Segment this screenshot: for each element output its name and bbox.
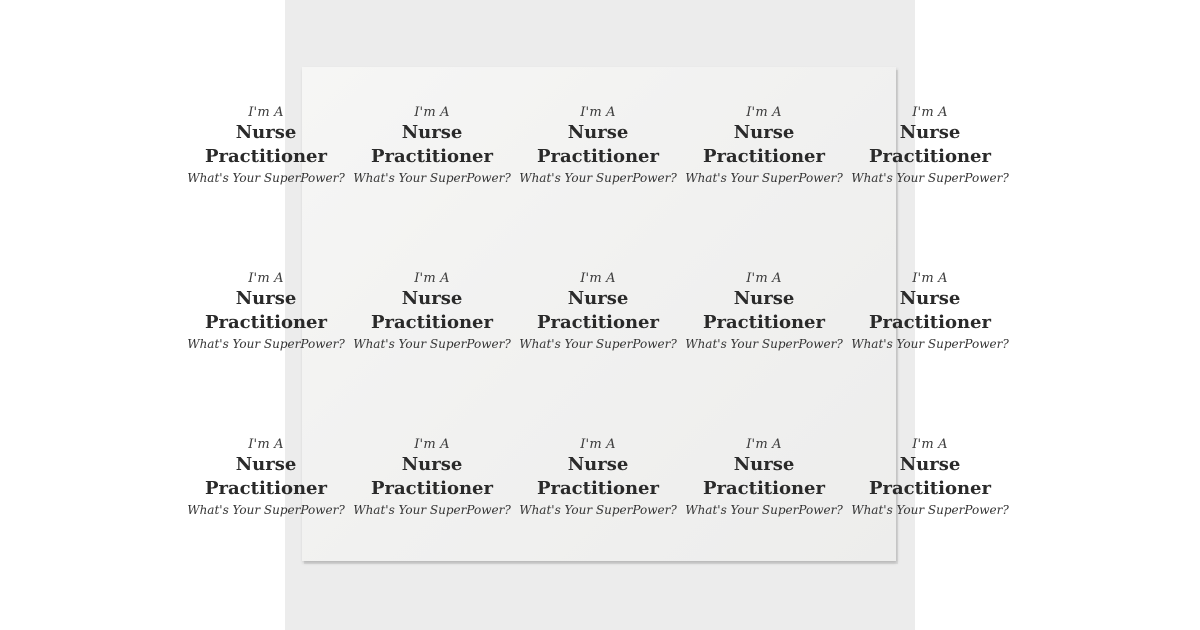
pattern-motif xyxy=(845,271,1015,354)
motif-line-practitioner: Practitioner xyxy=(371,312,493,333)
motif-line-nurse: Nurse xyxy=(567,288,629,309)
motif-line-practitioner: Practitioner xyxy=(205,478,327,499)
motif-line-im-a: I'm A xyxy=(912,105,948,120)
motif-line-superpower: What's Your SuperPower? xyxy=(187,503,345,517)
motif-line-superpower: What's Your SuperPower? xyxy=(685,503,843,517)
motif-line-superpower: What's Your SuperPower? xyxy=(685,171,843,185)
motif-line-nurse: Nurse xyxy=(733,122,795,143)
motif-line-nurse: Nurse xyxy=(401,454,463,475)
pattern-motif xyxy=(513,105,683,188)
motif-line-superpower: What's Your SuperPower? xyxy=(851,503,1009,517)
motif-line-superpower: What's Your SuperPower? xyxy=(519,171,677,185)
motif-line-superpower: What's Your SuperPower? xyxy=(519,337,677,351)
motif-line-practitioner: Practitioner xyxy=(703,146,825,167)
motif-line-im-a: I'm A xyxy=(248,437,284,452)
motif-line-im-a: I'm A xyxy=(746,271,782,286)
motif-line-superpower: What's Your SuperPower? xyxy=(353,503,511,517)
motif-line-practitioner: Practitioner xyxy=(371,478,493,499)
motif-line-im-a: I'm A xyxy=(580,437,616,452)
pattern-motif xyxy=(845,437,1015,520)
pattern-motif xyxy=(181,271,351,354)
pattern-motif xyxy=(845,105,1015,188)
motif-line-superpower: What's Your SuperPower? xyxy=(851,171,1009,185)
motif-line-im-a: I'm A xyxy=(912,271,948,286)
motif-line-nurse: Nurse xyxy=(899,122,961,143)
motif-line-im-a: I'm A xyxy=(746,105,782,120)
motif-line-practitioner: Practitioner xyxy=(703,312,825,333)
pattern-motif xyxy=(181,437,351,520)
motif-line-nurse: Nurse xyxy=(235,288,297,309)
motif-line-superpower: What's Your SuperPower? xyxy=(353,337,511,351)
motif-line-nurse: Nurse xyxy=(899,454,961,475)
motif-line-superpower: What's Your SuperPower? xyxy=(187,171,345,185)
motif-line-nurse: Nurse xyxy=(733,454,795,475)
motif-line-nurse: Nurse xyxy=(401,122,463,143)
motif-line-practitioner: Practitioner xyxy=(537,312,659,333)
motif-line-im-a: I'm A xyxy=(414,271,450,286)
motif-line-practitioner: Practitioner xyxy=(205,312,327,333)
motif-line-im-a: I'm A xyxy=(414,437,450,452)
pattern-motif xyxy=(513,437,683,520)
motif-line-im-a: I'm A xyxy=(580,271,616,286)
motif-line-nurse: Nurse xyxy=(235,122,297,143)
motif-line-nurse: Nurse xyxy=(733,288,795,309)
motif-line-im-a: I'm A xyxy=(414,105,450,120)
pattern-motif xyxy=(347,437,517,520)
motif-line-nurse: Nurse xyxy=(567,454,629,475)
motif-line-im-a: I'm A xyxy=(912,437,948,452)
motif-line-practitioner: Practitioner xyxy=(537,478,659,499)
motif-line-im-a: I'm A xyxy=(248,271,284,286)
motif-line-superpower: What's Your SuperPower? xyxy=(851,337,1009,351)
motif-line-superpower: What's Your SuperPower? xyxy=(685,337,843,351)
motif-line-practitioner: Practitioner xyxy=(869,312,991,333)
motif-line-practitioner: Practitioner xyxy=(869,146,991,167)
motif-line-nurse: Nurse xyxy=(401,288,463,309)
motif-line-practitioner: Practitioner xyxy=(869,478,991,499)
motif-line-im-a: I'm A xyxy=(580,105,616,120)
pattern-motif xyxy=(347,105,517,188)
motif-line-superpower: What's Your SuperPower? xyxy=(353,171,511,185)
motif-line-superpower: What's Your SuperPower? xyxy=(519,503,677,517)
motif-line-practitioner: Practitioner xyxy=(537,146,659,167)
motif-line-nurse: Nurse xyxy=(567,122,629,143)
pattern-motif xyxy=(679,437,849,520)
motif-line-im-a: I'm A xyxy=(248,105,284,120)
motif-line-practitioner: Practitioner xyxy=(205,146,327,167)
motif-line-superpower: What's Your SuperPower? xyxy=(187,337,345,351)
pattern-motif xyxy=(181,105,351,188)
pattern-motif xyxy=(679,271,849,354)
motif-line-practitioner: Practitioner xyxy=(371,146,493,167)
pattern-motif xyxy=(513,271,683,354)
motif-line-practitioner: Practitioner xyxy=(703,478,825,499)
motif-line-nurse: Nurse xyxy=(235,454,297,475)
pattern-motif xyxy=(679,105,849,188)
motif-line-nurse: Nurse xyxy=(899,288,961,309)
motif-line-im-a: I'm A xyxy=(746,437,782,452)
pattern-motif xyxy=(347,271,517,354)
wrapping-paper-sheet xyxy=(187,67,1009,561)
